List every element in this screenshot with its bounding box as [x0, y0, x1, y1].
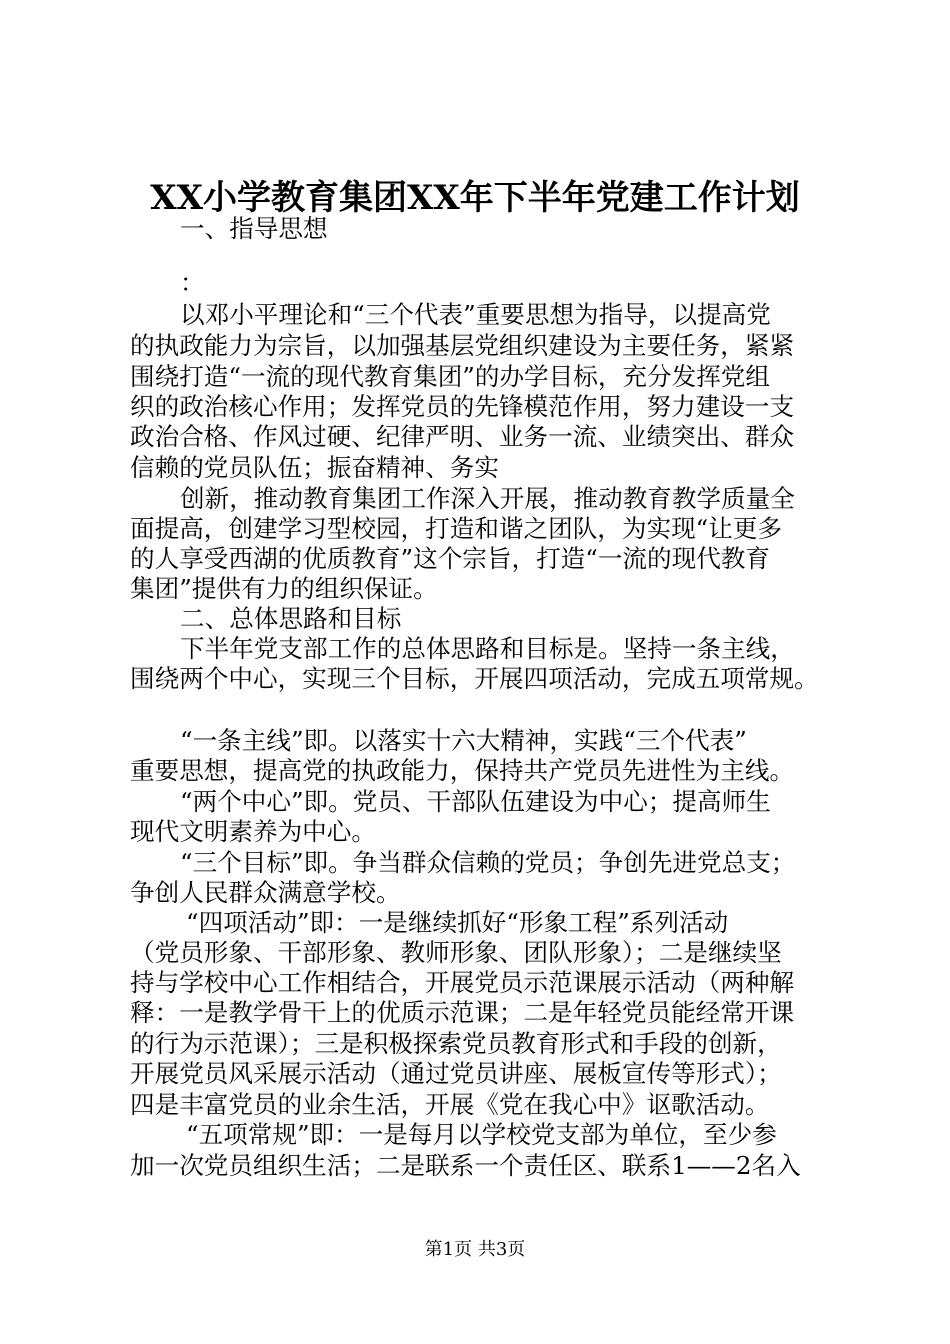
- text-line: “两个中心”即。党员、干部队伍建设为中心；提高师生: [180, 787, 771, 816]
- text-line: 现代文明素养为中心。: [130, 817, 376, 846]
- text-line: “四项活动”即：一是继续抓好“形象工程”系列活动: [186, 908, 729, 937]
- text-line: 政治合格、作风过硬、纪律严明、业务一流、业绩突出、群众: [130, 422, 795, 451]
- text-line: 面提高，创建学习型校园，打造和谐之团队，为实现“让更多: [130, 514, 783, 543]
- text-line: “五项常规”即：一是每月以学校党支部为单位，至少参: [186, 1120, 777, 1149]
- text-line: 释：一是教学骨干上的优质示范课；二是年轻党员能经常开课: [130, 998, 795, 1027]
- page-number-footer: 第1页 共3页: [424, 1239, 526, 1260]
- text-line: 开展党员风采展示活动（通过党员讲座、展板宣传等形式）；: [130, 1059, 782, 1088]
- document-title: XX小学教育集团XX年下半年党建工作计划: [150, 178, 800, 218]
- text-line: “一条主线”即。以落实十六大精神，实践“三个代表”: [180, 726, 747, 755]
- text-line: 围绕两个中心，实现三个目标，开展四项活动，完成五项常规。: [130, 664, 819, 693]
- text-line: （党员形象、干部形象、教师形象、团队形象）；二是继续坚: [130, 938, 782, 967]
- text-line: 加一次党员组织生活；二是联系一个责任区、联系1——2名入: [130, 1151, 801, 1180]
- text-line: 持与学校中心工作相结合，开展党员示范课展示活动（两种解: [130, 968, 795, 997]
- text-line: 争创人民群众满意学校。: [130, 878, 401, 907]
- text-line: 创新，推动教育集团工作深入开展，推动教育教学质量全: [180, 484, 795, 513]
- text-line: 以邓小平理论和“三个代表”重要思想为指导，以提高党: [180, 300, 771, 329]
- text-line: 集团”提供有力的组织保证。: [130, 574, 438, 603]
- text-line: 织的政治核心作用；发挥党员的先锋模范作用，努力建设一支: [130, 392, 795, 421]
- text-line: 的行为示范课）；三是积极探索党员教育形式和手段的创新，: [130, 1029, 782, 1058]
- text-line: 四是丰富党员的业余生活，开展《党在我心中》讴歌活动。: [130, 1090, 770, 1119]
- section-heading-2: 二、总体思路和目标: [180, 604, 402, 633]
- text-line: 下半年党支部工作的总体思路和目标是。坚持一条主线，: [180, 634, 795, 663]
- text-line: 的人享受西湖的优质教育”这个宗旨，打造“一流的现代教育: [130, 544, 770, 573]
- text-line: 围绕打造“一流的现代教育集团”的办学目标，充分发挥党组: [130, 362, 770, 391]
- text-line: ：: [180, 268, 205, 297]
- text-line: 重要思想，提高党的执政能力，保持共产党员先进性为主线。: [130, 756, 795, 785]
- text-line: “三个目标”即。争当群众信赖的党员；争创先进党总支；: [180, 848, 796, 877]
- section-heading-1: 一、指导思想: [180, 214, 328, 243]
- text-line: 的执政能力为宗旨，以加强基层党组织建设为主要任务，紧紧: [130, 331, 795, 360]
- text-line: 信赖的党员队伍；振奋精神、务实: [130, 453, 499, 482]
